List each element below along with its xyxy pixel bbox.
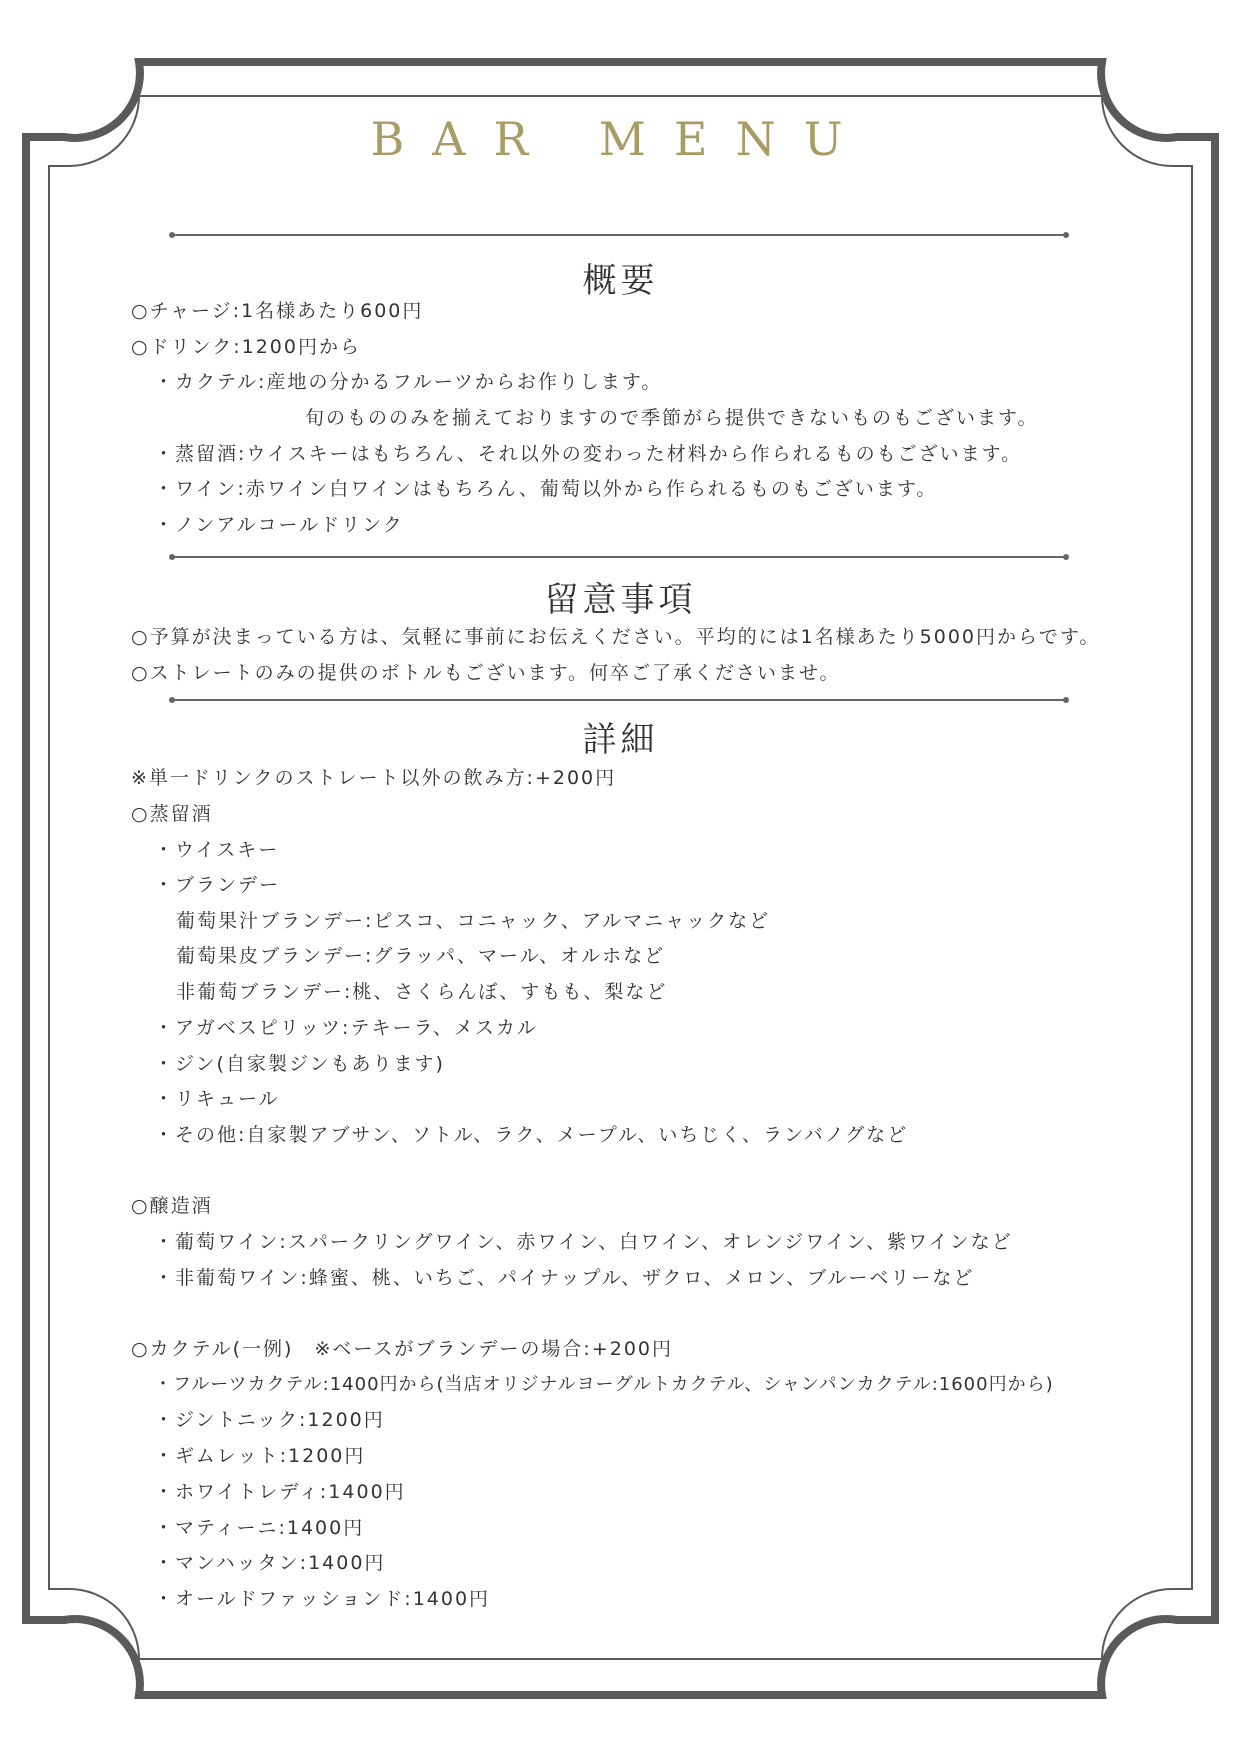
details-line: ○蒸留酒 xyxy=(131,803,213,825)
details-line: ○醸造酒 xyxy=(131,1195,213,1217)
details-line: ・リキュール xyxy=(154,1088,280,1110)
divider-top xyxy=(172,234,1066,236)
details-line: ・ウイスキー xyxy=(154,839,280,861)
details-line: ・マンハッタン:1400円 xyxy=(154,1552,386,1574)
details-line: ・ジン(自家製ジンもあります) xyxy=(154,1053,445,1075)
notes-line: ○予算が決まっている方は、気軽に事前にお伝えください。平均的には1名様あたり5000円からです。 xyxy=(131,626,1101,648)
section-heading-notes: 留意事項 xyxy=(544,580,697,620)
overview-line: ・ノンアルコールドリンク xyxy=(154,514,404,536)
details-line: ・ホワイトレディ:1400円 xyxy=(154,1481,406,1503)
details-line: 葡萄果汁ブランデー:ピスコ、コニャック、アルマニャックなど xyxy=(176,910,771,932)
details-line: ・フルーツカクテル:1400円から(当店オリジナルヨーグルトカクテル、シャンパンカクテル:1600円から) xyxy=(154,1374,1054,1395)
details-line: 非葡萄ブランデー:桃、さくらんぼ、すもも、梨など xyxy=(176,981,668,1003)
overview-line: ・蒸留酒:ウイスキーはもちろん、それ以外の変わった材料から作られるものもございます。 xyxy=(154,443,1023,465)
details-line: ・ブランデー xyxy=(154,874,281,896)
details-line: ・非葡萄ワイン:蜂蜜、桃、いちご、パイナップル、ザクロ、メロン、ブルーベリーなど xyxy=(154,1267,975,1289)
notes-line: ○ストレートのみの提供のボトルもございます。何卒ご了承くださいませ。 xyxy=(131,662,841,684)
details-line: ・マティーニ:1400円 xyxy=(154,1517,365,1539)
details-line: ・葡萄ワイン:スパークリングワイン、赤ワイン、白ワイン、オレンジワイン、紫ワインなど xyxy=(154,1231,1013,1253)
divider-details xyxy=(172,699,1066,701)
page-title: BAR MENU xyxy=(370,112,871,166)
divider-notes xyxy=(172,556,1066,558)
details-line: ・ジントニック:1200円 xyxy=(154,1409,385,1431)
overview-line: ・カクテル:産地の分かるフルーツからお作りします。 xyxy=(154,371,663,393)
overview-line: ・ワイン:赤ワイン白ワインはもちろん、葡萄以外から作られるものもございます。 xyxy=(154,478,938,500)
overview-line: ○ドリンク:1200円から xyxy=(131,336,361,358)
overview-line: 旬のもののみを揃えておりますので季節がら提供できないものもございます。 xyxy=(305,407,1039,429)
details-line: ・その他:自家製アブサン、ソトル、ラク、メープル、いちじく、ランバノグなど xyxy=(154,1124,909,1146)
details-line: ○カクテル(一例) ※ベースがブランデーの場合:+200円 xyxy=(131,1338,674,1360)
overview-line: ○チャージ:1名様あたり600円 xyxy=(131,300,424,322)
details-line: 葡萄果皮ブランデー:グラッパ、マール、オルホなど xyxy=(176,945,666,967)
details-line: ※単一ドリンクのストレート以外の飲み方:+200円 xyxy=(131,767,617,789)
details-line: ・アガベスピリッツ:テキーラ、メスカル xyxy=(154,1017,538,1039)
details-line: ・オールドファッションド:1400円 xyxy=(154,1588,491,1610)
details-line: ・ギムレット:1200円 xyxy=(154,1445,366,1467)
section-heading-details: 詳細 xyxy=(582,720,659,760)
section-heading-overview: 概要 xyxy=(582,261,659,301)
